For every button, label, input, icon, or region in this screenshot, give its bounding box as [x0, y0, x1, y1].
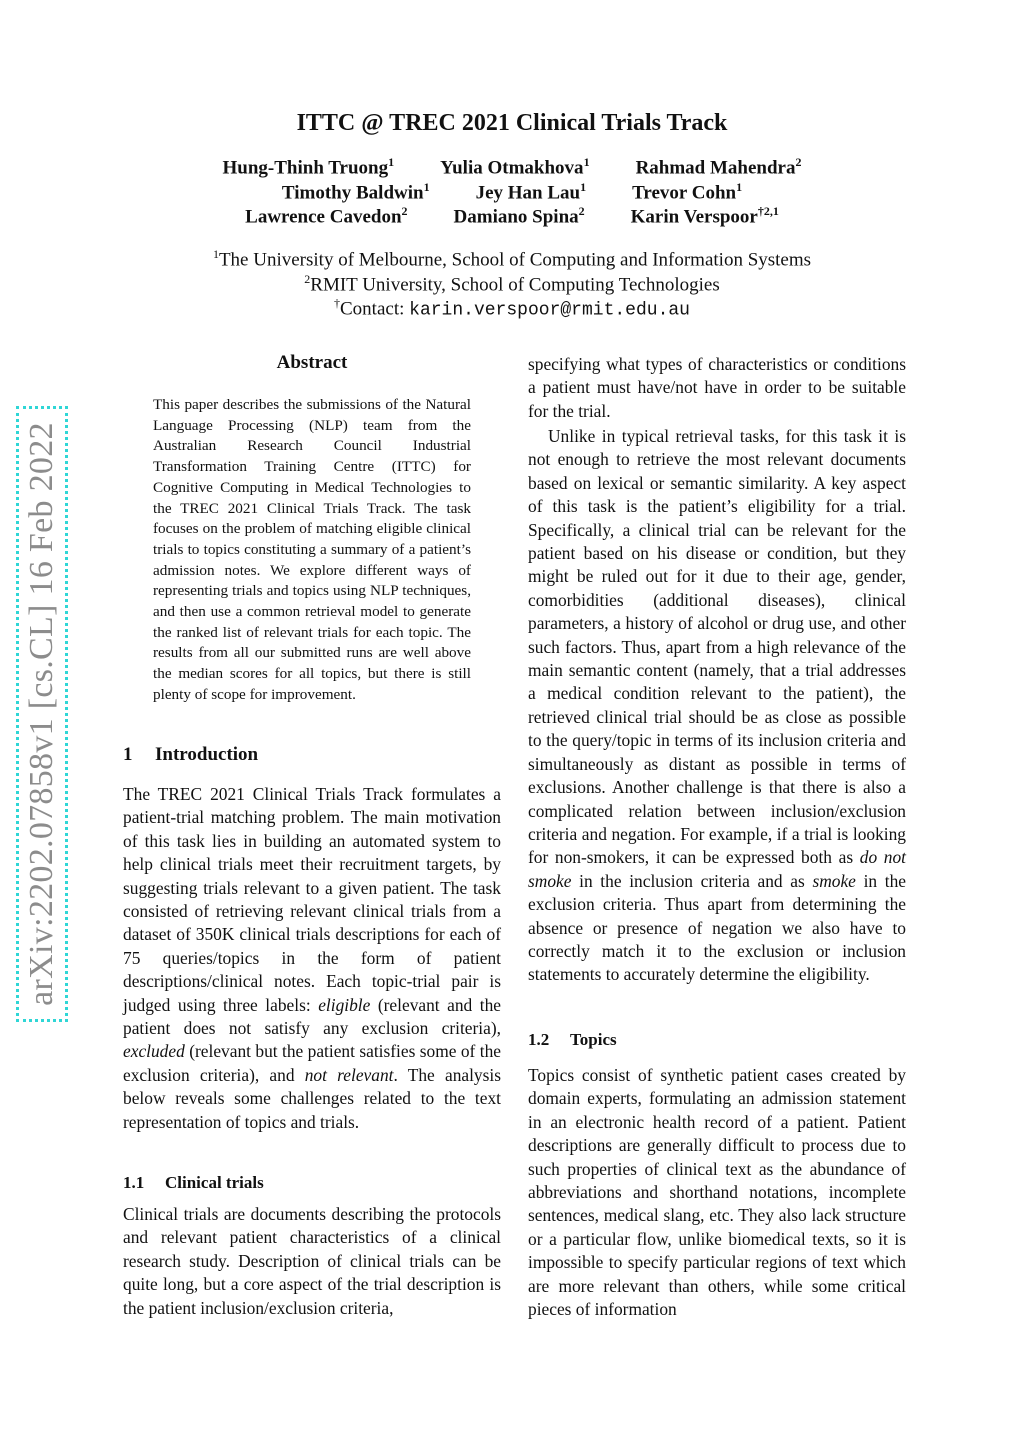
clinical-trials-paragraph-right: specifying what types of characteristics or conditions a patient must have/not have in order to be suitable for the trial.: [528, 354, 906, 421]
author: Karin Verspoor$^{\dagger 2,1}$: [630, 204, 779, 228]
clinical-trials-paragraph-left: Clinical trials are documents describing the protocols and relevant patient characteristics of a clinical research study. Description of clinical trials can be quite long, but a core aspect of the trial description is the patient inclusion/exclusion criteria,: [123, 1204, 501, 1318]
author: Timothy Baldwin$^1$: [281, 180, 430, 204]
author-row-3: [0, 204, 1024, 228]
author: Trevor Cohn$^1$: [632, 180, 743, 204]
author-row-2: [0, 180, 1024, 204]
affiliation-2: $^2$RMIT University, School of Computing Technologies: [304, 272, 720, 296]
contact-email[interactable]: karin.verspoor@rmit.edu.au: [409, 300, 690, 321]
arxiv-identifier-stamp: [16, 406, 68, 1022]
subsection-topics-heading: 1.2 Topics: [528, 1030, 617, 1049]
paper-title: ITTC @ TREC 2021 Clinical Trials Track: [296, 110, 728, 136]
topics-paragraph: Topics consist of synthetic patient cases created by domain experts, formulating an admission statement in an electronic health record of a patient. Patient descriptions are generally difficult to process due to such properties of clinical text as the abundance of abbreviations and shorthand notations, incomplete sentences, medical slang, etc. They also lack structure or a particular flow, unlike biomedical texts, so it is impossible to specify particular regions of text which are more relevant than others, while some critical pieces of information: [528, 1065, 906, 1320]
author: Rahmad Mahendra$^2$: [635, 155, 802, 179]
author: Yulia Otmakhova$^1$: [440, 155, 590, 179]
affiliation-1: $^1$The University of Melbourne, School of Computing and Information Systems: [212, 247, 812, 271]
subsection-clinical-trials-heading: 1.1 Clinical trials: [123, 1173, 264, 1192]
author-row-1: [0, 155, 1024, 179]
author: Hung-Thinh Truong$^1$: [222, 155, 395, 179]
section-introduction-heading: 1 Introduction: [123, 744, 259, 765]
abstract-heading: Abstract: [276, 352, 348, 373]
author: Damiano Spina$^2$: [453, 204, 585, 228]
clinical-trials-paragraph-2: Unlike in typical retrieval tasks, for this task it is not enough to retrieve the most relevant documents based on lexical or semantic similarity. A key aspect of this task is the patient’s eligibility for a trial. Specifically, a clinical trial can be relevant for the patient based on his disease or condition, but they might be ruled out for it due to their age, gender, comorbidities (additional diseases), clinical parameters, a history of alcohol or drug use, and other such factors. Thus, apart from a high relevance of the main semantic content (namely, that a trial addresses a medical condition relevant to the patient), the retrieved clinical trial should be as close as possible to the query/topic in terms of its inclusion criteria and simultaneously as distant as possible in terms of exclusions. Another challenge is that there is also a complicated relation between inclusion/exclusion criteria and negation. For example, if a trial is looking for non-smokers, it can be expressed both as do not smoke in the inclusion criteria and as smoke in the exclusion criteria. Thus apart from determining the absence or presence of negation we also have to correctly match it to the exclusion or inclusion statements to accurately determine the eligibility.: [528, 426, 906, 985]
author: Lawrence Cavedon$^2$: [245, 204, 408, 228]
arxiv-id-text: arXiv:2202.07858v1 [cs.CL] 16 Feb 2022: [23, 422, 60, 1006]
intro-paragraph: The TREC 2021 Clinical Trials Track formulates a patient-trial matching problem. The main motivation of this task lies in building an automated system to help clinical trials meet their recruitment targets, by suggesting trials relevant to a given patient. The task consisted of retrieving relevant clinical trials from a dataset of 350K clinical trials descriptions for each of 75 queries/topics in the form of patient descriptions/clinical notes. Each topic-trial pair is judged using three labels: eligible (relevant and the patient does not satisfy any exclusion criteria), excluded (relevant but the patient satisfies some of the exclusion criteria), and not relevant. The analysis below reveals some challenges related to the text representation of topics and trials.: [123, 784, 501, 1132]
contact-line: †Contact: karin.verspoor@rmit.edu.au: [334, 296, 690, 321]
abstract-text: This paper describes the submissions of the Natural Language Processing (NLP) team from the Australian Research Council Industrial Transformation Training Centre (ITTC) for Cognitive Computing in Medical Technologies to the TREC 2021 Clinical Trials Track. The task focuses on the problem of matching eligible clinical trials to topics constituting a summary of a patient’s admission notes. We explore different ways of representing trials and topics using NLP techniques, and then use a common retrieval model to generate the ranked list of relevant trials for each topic. The results from all our submitted runs are well above the median scores for all topics, but there is still plenty of scope for improvement.: [153, 396, 471, 703]
author: Jey Han Lau$^1$: [475, 180, 587, 204]
